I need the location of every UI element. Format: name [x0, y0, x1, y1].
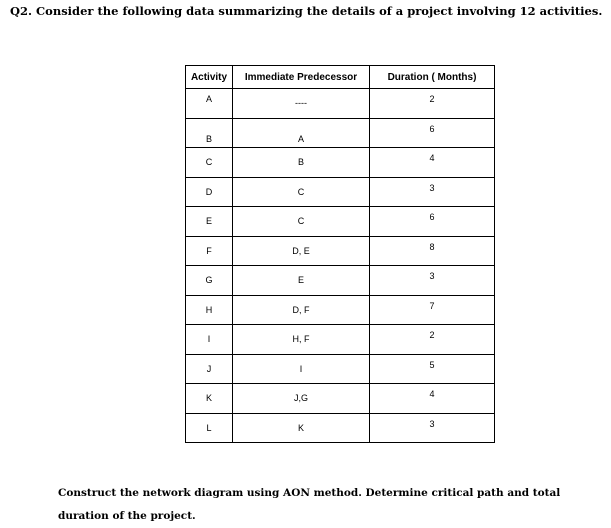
activity-cell: K	[186, 384, 233, 414]
activity-cell: F	[186, 236, 233, 266]
header-duration: Duration ( Months)	[370, 66, 495, 89]
predecessor-cell: D, F	[233, 295, 370, 325]
predecessor-cell: I	[233, 354, 370, 384]
duration-cell: 4	[370, 148, 495, 178]
table-header-row	[186, 66, 495, 89]
activity-cell: J	[186, 354, 233, 384]
duration-cell: 3	[370, 266, 495, 296]
predecessor-cell: A	[233, 118, 370, 148]
activity-cell: G	[186, 266, 233, 296]
activity-cell: A	[186, 89, 233, 119]
activity-table	[185, 65, 495, 443]
activity-cell: H	[186, 295, 233, 325]
duration-cell: 3	[370, 413, 495, 443]
table-row	[186, 148, 495, 178]
table-row	[186, 118, 495, 148]
activity-cell: B	[186, 118, 233, 148]
table-row	[186, 354, 495, 384]
table-row	[186, 384, 495, 414]
table-row	[186, 89, 495, 119]
predecessor-cell: C	[233, 177, 370, 207]
activity-cell: I	[186, 325, 233, 355]
table-row	[186, 325, 495, 355]
duration-cell: 3	[370, 177, 495, 207]
table-row	[186, 266, 495, 296]
header-activity: Activity	[186, 66, 233, 89]
duration-cell: 2	[370, 325, 495, 355]
table-row	[186, 295, 495, 325]
duration-cell: 2	[370, 89, 495, 119]
table-row	[186, 207, 495, 237]
duration-cell: 8	[370, 236, 495, 266]
activity-cell: C	[186, 148, 233, 178]
activity-cell: E	[186, 207, 233, 237]
predecessor-cell: B	[233, 148, 370, 178]
instruction-text: Construct the network diagram using AON method. Determine critical path and total duration of the project.	[58, 487, 561, 522]
activity-cell: L	[186, 413, 233, 443]
duration-cell: 6	[370, 207, 495, 237]
question-text: Q2. Consider the following data summarizing the details of a project involving 12 activities.	[10, 4, 603, 18]
header-predecessor: Immediate Predecessor	[233, 66, 370, 89]
duration-cell: 7	[370, 295, 495, 325]
duration-cell: 4	[370, 384, 495, 414]
activity-cell: D	[186, 177, 233, 207]
table-row	[186, 413, 495, 443]
predecessor-cell: J,G	[233, 384, 370, 414]
predecessor-cell: D, E	[233, 236, 370, 266]
table-row	[186, 236, 495, 266]
predecessor-cell: ----	[233, 89, 370, 119]
duration-cell: 6	[370, 118, 495, 148]
table-row	[186, 177, 495, 207]
duration-cell: 5	[370, 354, 495, 384]
predecessor-cell: C	[233, 207, 370, 237]
predecessor-cell: E	[233, 266, 370, 296]
predecessor-cell: K	[233, 413, 370, 443]
predecessor-cell: H, F	[233, 325, 370, 355]
